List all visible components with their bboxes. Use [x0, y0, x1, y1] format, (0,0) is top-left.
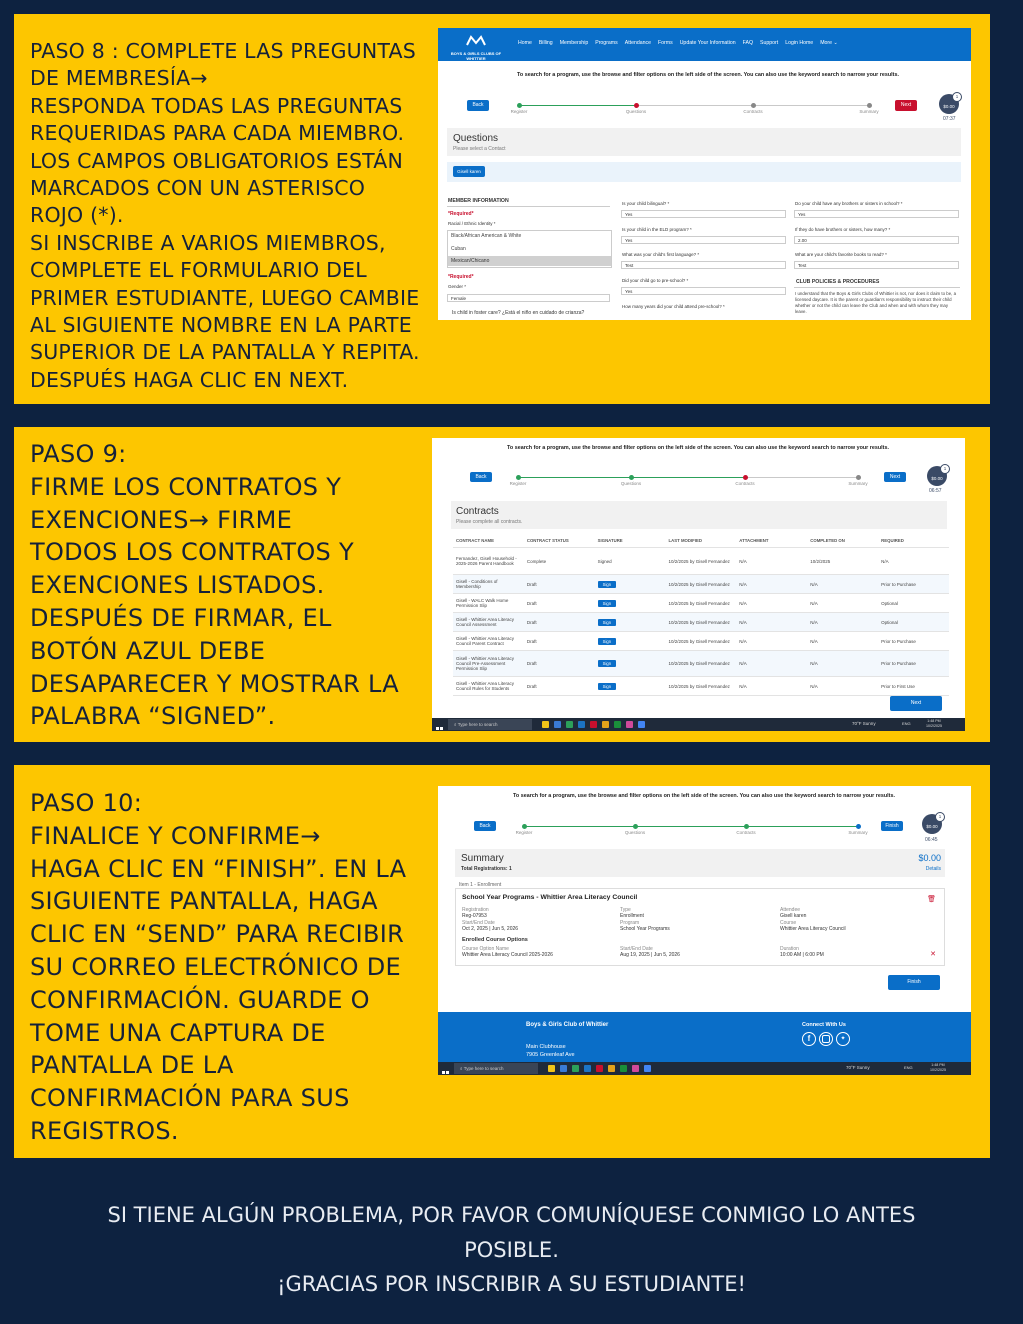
- required: Prior to Purchase: [878, 632, 949, 651]
- step-questions-dot: [633, 824, 638, 829]
- required: Prior to Purchase: [878, 575, 949, 594]
- required: N/A: [878, 548, 949, 575]
- session-timer: 06:45: [925, 837, 938, 843]
- nav-login-home[interactable]: Login Home: [785, 40, 814, 46]
- col-contract-name: CONTRACT NAME: [453, 534, 524, 548]
- contracts-header: [451, 501, 947, 529]
- app-icon[interactable]: [590, 721, 597, 728]
- last-modified: 10/2/2025 by Gisell Fernandez: [666, 548, 737, 575]
- preschool-label: Did your child go to pre-school? *: [622, 278, 689, 283]
- closing-message: [0, 1198, 1023, 1302]
- step-register-label: Register: [510, 109, 528, 114]
- attachment: N/A: [736, 613, 807, 632]
- completed-on: N/A: [807, 594, 878, 613]
- last-modified: 10/2/2025 by Gisell Fernandez: [666, 632, 737, 651]
- completed-on: N/A: [807, 613, 878, 632]
- sign-button[interactable]: Sign: [598, 600, 616, 607]
- summary-title: Summary: [461, 853, 504, 864]
- windows-start-icon[interactable]: [436, 721, 443, 728]
- contracts-subtitle: Please complete all contracts.: [456, 519, 523, 525]
- nav-menu: [518, 40, 838, 46]
- race-label: Racial / Ethnic Identity *: [448, 221, 496, 226]
- col-contract-status: CONTRACT STATUS: [524, 534, 595, 548]
- program-title: School Year Programs - Whittier Area Literacy Council: [462, 894, 638, 901]
- taskbar-language[interactable]: ENG: [904, 1065, 913, 1070]
- eld-label: Is your child in the ELD program? *: [622, 227, 692, 232]
- table-row: [453, 575, 949, 594]
- col-attachment: ATTACHMENT: [736, 534, 807, 548]
- table-header-row: [453, 534, 949, 548]
- signature-status: Signed: [595, 548, 666, 575]
- nav-attendance[interactable]: Attendance: [624, 40, 651, 46]
- step-register-dot: [516, 475, 521, 480]
- summary-header: [455, 849, 945, 877]
- app-icon[interactable]: [566, 721, 573, 728]
- summary-subtitle: Total Registrations: 1: [461, 866, 512, 872]
- app-icon[interactable]: [620, 1065, 627, 1072]
- attendee-value: Gisell karen: [780, 913, 807, 919]
- back-button[interactable]: Back: [474, 821, 496, 831]
- taskbar-app-icons: [542, 721, 645, 728]
- session-timer: 07:37: [943, 116, 956, 122]
- step-summary-label: Summary: [848, 481, 868, 486]
- registration-label: Registration: [462, 907, 489, 913]
- back-button[interactable]: Back: [467, 100, 489, 111]
- first-language-label: What was your child's first language? *: [622, 252, 700, 257]
- site-footer: [438, 1012, 971, 1062]
- step-summary-dot: [856, 824, 861, 829]
- attachment: N/A: [736, 677, 807, 696]
- step9-panel: [14, 427, 990, 742]
- taskbar-search[interactable]: ⌕ Type here to search: [448, 719, 532, 730]
- col-completed-on: COMPLETED ON: [807, 534, 878, 548]
- nav-more[interactable]: More ⌄: [820, 40, 838, 46]
- back-button[interactable]: Back: [470, 472, 492, 482]
- table-row: [453, 548, 949, 575]
- windows-start-icon[interactable]: [442, 1065, 449, 1072]
- instagram-icon[interactable]: [819, 1032, 833, 1046]
- last-modified: 10/2/2025 by Gisell Fernandez: [666, 613, 737, 632]
- facebook-icon[interactable]: f: [802, 1032, 816, 1046]
- next-button[interactable]: Next: [890, 696, 942, 711]
- cart-icon[interactable]: $0.00 1: [927, 466, 947, 486]
- siblings-select[interactable]: Yes: [794, 210, 959, 218]
- app-icon[interactable]: [626, 721, 633, 728]
- col-signature: SIGNATURE: [595, 534, 666, 548]
- policies-heading: CLUB POLICIES & PROCEDURES: [796, 279, 880, 285]
- finish-button[interactable]: Finish: [888, 975, 940, 990]
- contact-gisell-button[interactable]: Gisell karen: [453, 166, 485, 177]
- course-label: Course: [780, 920, 797, 926]
- step-questions-label: Questions: [624, 830, 646, 835]
- completed-on: N/A: [807, 651, 878, 677]
- cart-count-badge: 1: [940, 464, 950, 474]
- nav-update-info[interactable]: Update Your Information: [679, 40, 736, 46]
- questions-subtitle: Please select a Contact: [453, 146, 506, 152]
- program-value: School Year Programs: [620, 926, 670, 932]
- cart-icon[interactable]: $0.00 1: [922, 814, 942, 834]
- step-register-dot: [517, 103, 522, 108]
- summary-screenshot: [438, 786, 971, 1075]
- remove-option-icon[interactable]: ✕: [930, 951, 936, 958]
- step-contracts-dot: [743, 475, 748, 480]
- step10-panel: [14, 765, 990, 1158]
- search-icon: ⌕: [460, 1066, 464, 1071]
- app-icon[interactable]: [608, 1065, 615, 1072]
- attachment: N/A: [736, 575, 807, 594]
- completed-on: N/A: [807, 632, 878, 651]
- app-icon[interactable]: [578, 721, 585, 728]
- questions-title: Questions: [453, 133, 499, 144]
- details-link[interactable]: Details: [925, 866, 941, 872]
- step-contracts-dot: [751, 103, 756, 108]
- app-icon[interactable]: [542, 721, 549, 728]
- windows-taskbar: [432, 718, 965, 731]
- footer-org: Boys & Girls Club of Whittier: [526, 1022, 609, 1028]
- step-questions-label: Questions: [625, 109, 647, 114]
- session-timer: 06:57: [929, 488, 942, 494]
- step-summary-label: Summary: [859, 109, 879, 114]
- contract-name: Gisell - Conditions of Membership: [453, 575, 524, 594]
- step10-text: PASO 10: FINALICE Y CONFIRME→ HAGA CLIC EN “FINISH”. EN LA SIGUIENTE PANTALLA, HAGA CLIC EN “SEND” PARA RECIBIR SU CORREO ELECTRÓNICO DE CONFIRMACIÓN. GUARDE O TOME UNA CAPTURA DE PANTALLA DE LA CONFIRMACIÓN PARA SUS REGISTROS.: [30, 789, 407, 1145]
- nav-forms[interactable]: Forms: [657, 40, 673, 46]
- last-modified: 10/2/2025 by Gisell Fernandez: [666, 594, 737, 613]
- completed-on: N/A: [807, 677, 878, 696]
- dates-label: Start/End Date: [462, 920, 495, 926]
- last-modified: 10/2/2025 by Gisell Fernandez: [666, 651, 737, 677]
- site-navbar: [438, 28, 971, 61]
- contract-status: Draft: [524, 651, 595, 677]
- bilingual-label: Is your child bilingual? *: [622, 201, 670, 206]
- social-icons: [802, 1032, 850, 1046]
- sign-button[interactable]: Sign: [598, 683, 616, 690]
- taskbar-clock[interactable]: 1:48 PM 10/2/2025: [930, 1063, 946, 1072]
- table-row: [453, 632, 949, 651]
- taskbar-language[interactable]: ENG: [902, 721, 911, 726]
- closing-line-1: SI TIENE ALGÚN PROBLEMA, POR FAVOR COMUNÍQUESE CONMIGO LO ANTES: [107, 1203, 916, 1227]
- table-row: [453, 594, 949, 613]
- twitter-icon[interactable]: ✦: [836, 1032, 850, 1046]
- contract-name: Gisell - Whittier Area Literacy Council Assessment: [453, 613, 524, 632]
- questions-screenshot: [438, 28, 971, 320]
- app-icon[interactable]: [638, 721, 645, 728]
- summary-total: $0.00: [918, 853, 941, 863]
- cart-count-badge: 1: [952, 92, 962, 102]
- app-icon[interactable]: [644, 1065, 651, 1072]
- preschool-select[interactable]: Yes: [621, 287, 786, 295]
- step-summary-label: Summary: [848, 830, 868, 835]
- step-summary-dot: [867, 103, 872, 108]
- contract-status: Draft: [524, 575, 595, 594]
- attachment: N/A: [736, 632, 807, 651]
- table-row: [453, 613, 949, 632]
- next-button-top[interactable]: Next: [884, 472, 906, 482]
- contract-name: Gisell - Whittier Area Literacy Council Parent Contract: [453, 632, 524, 651]
- taskbar-clock[interactable]: 1:48 PM 10/2/2025: [926, 719, 942, 728]
- course-option-label: Course Option Name: [462, 946, 509, 952]
- sign-button[interactable]: Sign: [598, 638, 616, 645]
- course-option-value: Whittier Area Literacy Council 2025-2026: [462, 952, 553, 958]
- gender-select[interactable]: Female: [447, 294, 610, 302]
- type-label: Type: [620, 907, 631, 913]
- course-dates-label: Start/End Date: [620, 946, 653, 952]
- step-summary-dot: [856, 475, 861, 480]
- step8-panel: [14, 14, 990, 404]
- contracts-screenshot: [432, 438, 965, 731]
- step-contracts-label: Contracts: [735, 481, 755, 486]
- required: Prior to Purchase: [878, 651, 949, 677]
- app-icon[interactable]: [560, 1065, 567, 1072]
- cart-count-badge: 1: [935, 812, 945, 822]
- siblings-count-input[interactable]: 2.00: [794, 236, 959, 244]
- required-note: *Required*: [448, 211, 474, 217]
- foster-question: Is child in foster care? ¿Está el niño en cuidado de crianza?: [452, 310, 585, 316]
- required: Optional: [878, 613, 949, 632]
- step-questions-dot: [634, 103, 639, 108]
- step9-text: PASO 9: FIRME LOS CONTRATOS Y EXENCIONES→ FIRME TODOS LOS CONTRATOS Y EXENCIONES LISTADOS. DESPUÉS DE FIRMAR, EL BOTÓN AZUL DEBE DESAPARECER Y MOSTRAR LA PALABRA “SIGNED”.: [30, 440, 399, 731]
- app-icon[interactable]: [614, 721, 621, 728]
- duration-value: 10:00 AM | 6:00 PM: [780, 952, 824, 958]
- connect-heading: Connect With Us: [802, 1022, 846, 1028]
- member-info-heading: MEMBER INFORMATION: [448, 198, 509, 204]
- contracts-table: [453, 534, 949, 696]
- instruction-text: To search for a program, use the browse and filter options on the left side of the screen. You can also use the keyword search to narrow your results.: [517, 72, 899, 78]
- books-input[interactable]: Test: [794, 261, 959, 269]
- siblings-label: Do your child have any brothers or sisters in school? *: [795, 201, 903, 206]
- closing-line-3: ¡GRACIAS POR INSCRIBIR A SU ESTUDIANTE!: [277, 1272, 746, 1296]
- step-contracts-label: Contracts: [736, 830, 756, 835]
- contract-name: Fernandez, Gisell Household - 2025-2026 Parent Handbook: [453, 548, 524, 575]
- instruction-text: To search for a program, use the browse and filter options on the left side of the screen. You can also use the keyword search to narrow your results.: [513, 793, 895, 799]
- contract-status: Complete: [524, 548, 595, 575]
- first-language-input[interactable]: Test: [621, 261, 786, 269]
- instruction-text: To search for a program, use the browse and filter options on the left side of the screen. You can also use the keyword search to narrow your results.: [507, 445, 889, 451]
- attachment: N/A: [736, 594, 807, 613]
- course-value: Whittier Area Literacy Council: [780, 926, 846, 932]
- step-contracts-dot: [744, 824, 749, 829]
- taskbar-search[interactable]: ⌕ Type here to search: [454, 1063, 538, 1074]
- step-register-dot: [522, 824, 527, 829]
- taskbar-app-icons: [548, 1065, 651, 1072]
- contact-strip: [447, 162, 961, 182]
- race-option-selected[interactable]: Mexican/Chicano: [448, 256, 611, 266]
- contract-status: Draft: [524, 677, 595, 696]
- step-register-label: Register: [515, 830, 533, 835]
- step-questions-label: Questions: [620, 481, 642, 486]
- col-last-modified: LAST MODIFIED: [666, 534, 737, 548]
- sign-button[interactable]: Sign: [598, 619, 616, 626]
- app-icon[interactable]: [572, 1065, 579, 1072]
- progress-bar: [510, 105, 879, 114]
- contract-status: Draft: [524, 613, 595, 632]
- app-icon[interactable]: [632, 1065, 639, 1072]
- required: Prior to First Use: [878, 677, 949, 696]
- cart-icon[interactable]: $0.00 1: [939, 94, 959, 114]
- windows-taskbar: [438, 1062, 971, 1075]
- footer-location: Main Clubhouse: [526, 1044, 566, 1050]
- race-option[interactable]: Cuban: [451, 246, 466, 252]
- step-questions-dot: [629, 475, 634, 480]
- app-icon[interactable]: [596, 1065, 603, 1072]
- required: Optional: [878, 594, 949, 613]
- attachment: N/A: [736, 548, 807, 575]
- enrolled-options-heading: Enrolled Course Options: [462, 937, 528, 943]
- sign-button[interactable]: Sign: [598, 581, 616, 588]
- delete-icon[interactable]: 🗑: [927, 896, 936, 903]
- app-icon[interactable]: [548, 1065, 555, 1072]
- weather-widget[interactable]: 70°F Sunny: [846, 1065, 870, 1070]
- contract-name: Gisell - Whittier Area Literacy Council Rules for Students: [453, 677, 524, 696]
- completed-on: 10/2/2025: [807, 548, 878, 575]
- contract-name: Gisell - WALC Walk Home Permission Slip: [453, 594, 524, 613]
- gender-label: Gender *: [448, 284, 467, 289]
- closing-line-2: POSIBLE.: [464, 1237, 559, 1262]
- siblings-count-label: If they do have brothers or sisters, how many? *: [795, 227, 891, 232]
- completed-on: N/A: [807, 575, 878, 594]
- app-icon[interactable]: [584, 1065, 591, 1072]
- table-row: [453, 677, 949, 696]
- progress-bar: [515, 826, 868, 835]
- club-logo: BOYS & GIRLS CLUBS OF WHITTIER: [448, 33, 504, 57]
- preschool-years-label: How many years did your child attend pre-school? *: [622, 304, 725, 309]
- step8-text: PASO 8 : COMPLETE LAS PREGUNTAS DE MEMBRESÍA→ RESPONDA TODAS LAS PREGUNTAS REQUERIDAS PARA CADA MIEMBRO. LOS CAMPOS OBLIGATORIOS ESTÁN MARCADOS CON UN ASTERISCO ROJO (*). SI INSCRIBE A VARIOS MIEMBROS, COMPLETE EL FORMULARIO DEL PRIMER ESTUDIANTE, LUEGO CAMBIE AL SIGUIENTE NOMBRE EN LA PARTE SUPERIOR DE LA PANTALLA Y REPITA. DESPUÉS HAGA CLIC EN NEXT.: [30, 39, 420, 392]
- books-label: What are your child's favorite books to read? *: [795, 252, 887, 257]
- course-dates-value: Aug 19, 2025 | Jun 5, 2026: [620, 952, 680, 958]
- footer-address: 7905 Greenleaf Ave: [526, 1052, 575, 1058]
- table-row: [453, 651, 949, 677]
- logo-hands-icon: [465, 34, 487, 46]
- nav-support[interactable]: Support: [760, 40, 779, 46]
- contract-status: Draft: [524, 632, 595, 651]
- step-contracts-label: Contracts: [743, 109, 763, 114]
- nav-programs[interactable]: Programs: [595, 40, 618, 46]
- type-value: Enrollment: [620, 913, 644, 919]
- dates-value: Oct 2, 2025 | Jun 5, 2026: [462, 926, 519, 932]
- last-modified: 10/2/2025 by Gisell Fernandez: [666, 677, 737, 696]
- weather-widget[interactable]: 70°F Sunny: [852, 721, 876, 726]
- policies-text: I understand that the Boys & Girls Clubs of Whittier is not, nor does it claim to be, a licensed daycare. It is the parent or guardian's responsibility to instruct their child whether or not the child can leave the Club and when and with whom they may leave.: [795, 291, 957, 314]
- attachment: N/A: [736, 651, 807, 677]
- progress-bar: [509, 477, 868, 486]
- duration-label: Duration: [780, 946, 799, 952]
- program-label: Program: [620, 920, 640, 926]
- sign-button[interactable]: Sign: [598, 660, 616, 667]
- step-register-label: Register: [509, 481, 527, 486]
- registration-value: Reg-07953: [462, 913, 487, 919]
- item-label: Item 1 - Enrollment: [459, 882, 502, 888]
- race-option[interactable]: Black/African American & White: [451, 233, 522, 239]
- finish-button-top[interactable]: Finish: [881, 821, 903, 831]
- nav-home[interactable]: Home: [518, 40, 532, 46]
- app-icon[interactable]: [554, 721, 561, 728]
- contracts-title: Contracts: [456, 506, 499, 517]
- search-icon: ⌕: [454, 722, 458, 727]
- enrollment-card: [455, 888, 945, 966]
- nav-billing[interactable]: Billing: [538, 40, 553, 46]
- race-listbox[interactable]: [447, 230, 612, 268]
- bilingual-select[interactable]: Yes: [621, 210, 786, 218]
- next-button[interactable]: Next: [895, 100, 917, 111]
- nav-membership[interactable]: Membership: [559, 40, 589, 46]
- eld-select[interactable]: Yes: [621, 236, 786, 244]
- app-icon[interactable]: [602, 721, 609, 728]
- contract-status: Draft: [524, 594, 595, 613]
- nav-faq[interactable]: FAQ: [742, 40, 754, 46]
- questions-header: [447, 128, 961, 156]
- attendee-label: Attendee: [780, 907, 801, 913]
- col-required: REQUIRED: [878, 534, 949, 548]
- contract-name: Gisell - Whittier Area Literacy Council Pre-Assessment Permission Slip: [453, 651, 524, 677]
- last-modified: 10/2/2025 by Gisell Fernandez: [666, 575, 737, 594]
- required-note: *Required*: [448, 274, 474, 280]
